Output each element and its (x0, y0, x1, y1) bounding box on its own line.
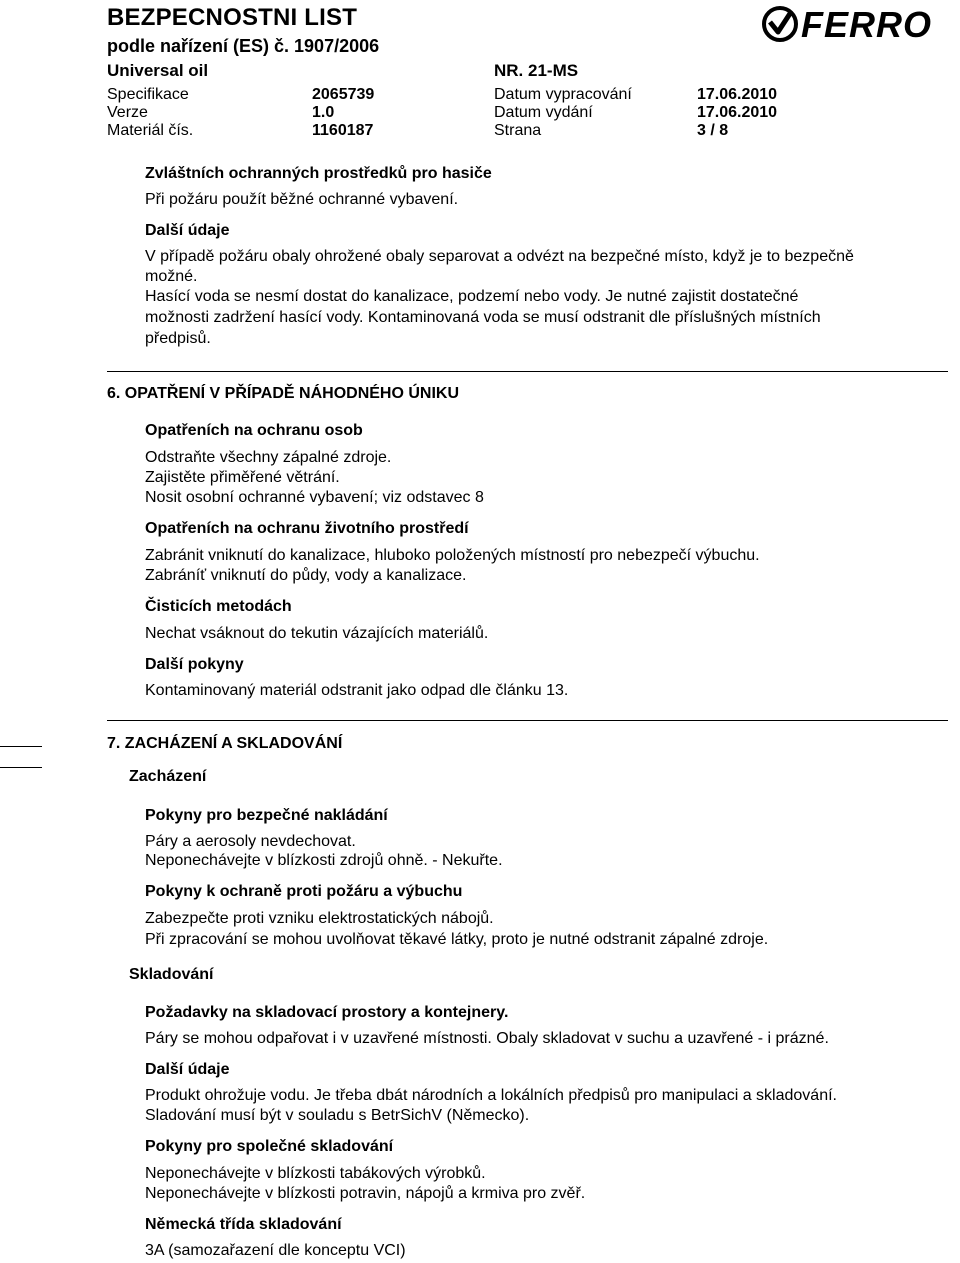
section-6-title: 6. OPATŘENÍ V PŘÍPADĚ NÁHODNÉHO ÚNIKU (107, 385, 460, 402)
meta-value: 1.0 (312, 104, 335, 121)
storage-class-text: 3A (samozařazení dle konceptu VCI) (145, 1242, 406, 1259)
meta-value: 1160187 (312, 122, 374, 139)
further-line: předpisů. (145, 330, 211, 347)
meta-label: Verze (107, 104, 148, 121)
change-marker (0, 746, 42, 747)
product-row (107, 61, 827, 81)
other-heading: Další pokyny (145, 656, 244, 673)
storage-further-heading: Další údaje (145, 1061, 230, 1078)
meta-label: Datum vypracování (494, 86, 632, 103)
meta-label: Materiál čís. (107, 122, 194, 139)
product-name: Universal oil (107, 61, 209, 80)
persons-line: Odstraňte všechny zápalné zdroje. (145, 449, 392, 466)
section-divider (107, 720, 948, 721)
further-line: Hasící voda se nesmí dostat do kanalizace, podzemí nebo vody. Je nutné zajistit dostatečné (145, 288, 799, 305)
other-text: Kontaminovaný materiál odstranit jako odpad dle článku 13. (145, 682, 569, 699)
meta-row (107, 104, 827, 124)
handling-heading: Zacházení (129, 768, 207, 785)
storage-requirements-heading: Požadavky na skladovací prostory a kontejnery. (145, 1004, 509, 1021)
storage-requirements-text: Páry se mohou odpařovat i v uzavřené místnosti. Obaly skladovat v suchu a uzavřené - i prázné. (145, 1030, 829, 1047)
storage-further-line: Produkt ohrožuje vodu. Je třeba dbát národních a lokálních předpisů pro manipulaci a skladování. (145, 1087, 837, 1104)
meta-row (107, 86, 827, 106)
further-heading: Další údaje (145, 222, 230, 239)
fire-protection-line: Zabezpečte proti vzniku elektrostatických nábojů. (145, 910, 494, 927)
fire-protection-heading: Pokyny k ochraně proti požáru a výbuchu (145, 883, 463, 900)
change-marker (0, 767, 42, 768)
persons-heading: Opatřeních na ochranu osob (145, 422, 363, 439)
safe-handling-line: Páry a aerosoly nevdechovat. (145, 833, 356, 850)
persons-line: Zajistěte přiměřené větrání. (145, 469, 340, 486)
safe-handling-heading: Pokyny pro bezpečné nakládání (145, 807, 388, 824)
common-storage-line: Neponechávejte v blízkosti potravin, nápojů a krmiva pro zvěř. (145, 1185, 586, 1202)
meta-value: 2065739 (312, 86, 375, 103)
ferro-logo (761, 4, 946, 44)
product-code: NR. 21-MS (494, 61, 579, 80)
logo-text: FERRO (801, 4, 932, 44)
storage-class-heading: Německá třída skladování (145, 1216, 342, 1233)
meta-value: 3 / 8 (697, 122, 729, 139)
meta-label: Specifikace (107, 86, 189, 103)
common-storage-line: Neponechávejte v blízkosti tabákových výrobků. (145, 1165, 486, 1182)
section-7-title: 7. ZACHÁZENÍ A SKLADOVÁNÍ (107, 735, 343, 752)
environment-line: Zabránit vniknutí do kanalizace, hluboko položených místností pro nebezpečí výbuchu. (145, 547, 760, 564)
fire-protection-line: Při zpracování se mohou uvolňovat těkavé látky, proto je nutné odstranit zápalné zdroje. (145, 931, 769, 948)
document-title: BEZPECNOSTNI LIST (107, 4, 358, 31)
meta-label: Strana (494, 122, 542, 139)
meta-value: 17.06.2010 (697, 104, 778, 121)
environment-line: Zabráníť vniknutí do půdy, vody a kanalizace. (145, 567, 467, 584)
safe-handling-line: Neponechávejte v blízkosti zdrojů ohně. - Nekuřte. (145, 852, 503, 869)
common-storage-heading: Pokyny pro společné skladování (145, 1138, 394, 1155)
environment-heading: Opatřeních na ochranu životního prostředí (145, 520, 469, 537)
further-line: V případě požáru obaly ohrožené obaly separovat a odvézt na bezpečné místo, když je to bezpečně (145, 248, 854, 265)
meta-value: 17.06.2010 (697, 86, 778, 103)
protective-heading: Zvláštních ochranných prostředků pro hasiče (145, 165, 492, 182)
cleaning-heading: Čisticích metodách (145, 598, 292, 615)
meta-label: Datum vydání (494, 104, 593, 121)
storage-further-line: Sladování musí být v souladu s BetrSichV (Německo). (145, 1107, 530, 1124)
meta-row (107, 122, 827, 142)
further-line: možnosti zadržení hasící vody. Kontaminovaná voda se musí odstranit dle příslušných místních (145, 309, 821, 326)
persons-line: Nosit osobní ochranné vybavení; viz odstavec 8 (145, 489, 484, 506)
section-divider (107, 371, 948, 372)
cleaning-text: Nechat vsáknout do tekutin vázajících materiálů. (145, 625, 489, 642)
regulation-reference: podle nařízení (ES) č. 1907/2006 (107, 36, 380, 56)
storage-heading: Skladování (129, 966, 214, 983)
protective-text: Při požáru použít běžné ochranné vybavení. (145, 191, 459, 208)
further-line: možné. (145, 268, 198, 285)
